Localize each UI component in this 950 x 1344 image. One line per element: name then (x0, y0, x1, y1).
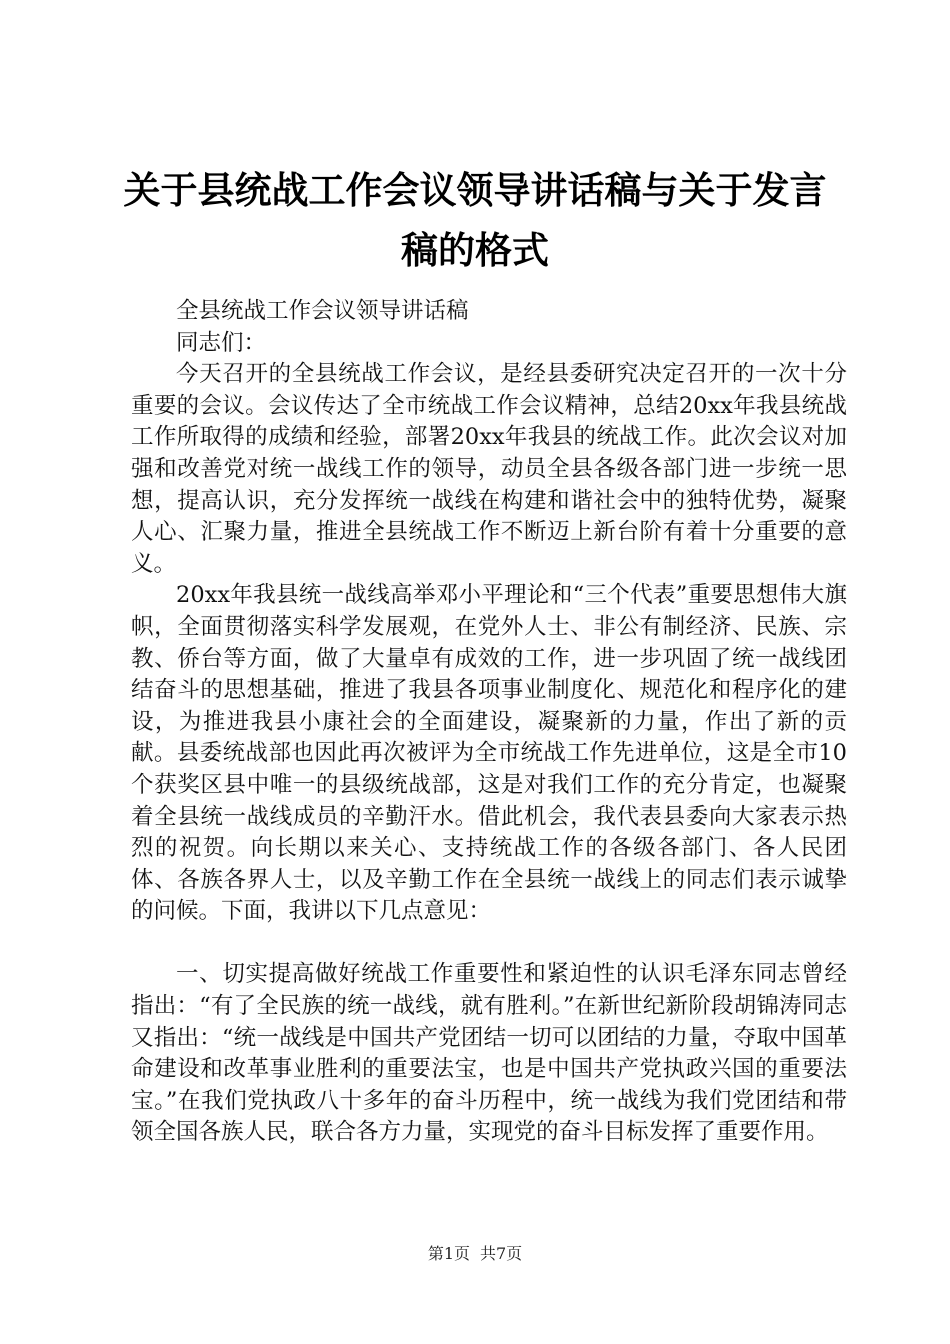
page-total: 共7页 (480, 1244, 523, 1263)
body-paragraph: 20xx年我县统一战线高举邓小平理论和“三个代表”重要思想伟大旗帜，全面贯彻落实科学发展观，在党外人士、非公有制经济、民族、宗教、侨台等方面，做了大量卓有成效的工作，进一步巩固了统一战线团结奋斗的思想基础，推进了我县各项事业制度化、规范化和程序化的建设，为推进我县小康社会的全面建设，凝聚新的力量，作出了新的贡献。县委统战部也因此再次被评为全市统战工作先进单位，这是全市10个获奖区县中唯一的县级统战部，这是对我们工作的充分肯定，也凝聚着全县统一战线成员的辛勤汗水。借此机会，我代表县委向大家表示热烈的祝贺。向长期以来关心、支持统战工作的各级各部门、各人民团体、各族各界人士，以及辛勤工作在全县统一战线上的同志们表示诚挚的问候。下面，我讲以下几点意见： (131, 582, 847, 925)
document-body (131, 296, 847, 1149)
document-subtitle: 全县统战工作会议领导讲话稿 (176, 298, 469, 324)
body-paragraph: 今天召开的全县统战工作会议，是经县委研究决定召开的一次十分重要的会议。会议传达了全市统战工作会议精神，总结20xx年我县统战工作所取得的成绩和经验，部署20xx年我县的统战工作。此次会议对加强和改善党对统一战线工作的领导，动员全县各级各部门进一步统一思想，提高认识，充分发挥统一战线在构建和谐社会中的独特优势，凝聚人心、汇聚力量，推进全县统战工作不断迈上新台阶有着十分重要的意义。 (131, 361, 847, 577)
page-footer (0, 1243, 950, 1265)
body-paragraph: 一、切实提高做好统战工作重要性和紧迫性的认识毛泽东同志曾经指出：“有了全民族的统一战线，就有胜利。”在新世纪新阶段胡锦涛同志又指出：“统一战线是中国共产党团结一切可以团结的力量，夺取中国革命建设和改革事业胜利的重要法宝，也是中国共产党执政兴国的重要法宝。”在我们党执政八十多年的奋斗历程中，统一战线为我们党团结和带领全国各族人民，联合各方力量，实现党的奋斗目标发挥了重要作用。 (131, 961, 847, 1146)
document-title: 关于县统战工作会议领导讲话稿与关于发言稿的格式 (123, 168, 827, 272)
salutation: 同志们： (176, 329, 267, 356)
page-number: 第1页 (427, 1244, 470, 1263)
